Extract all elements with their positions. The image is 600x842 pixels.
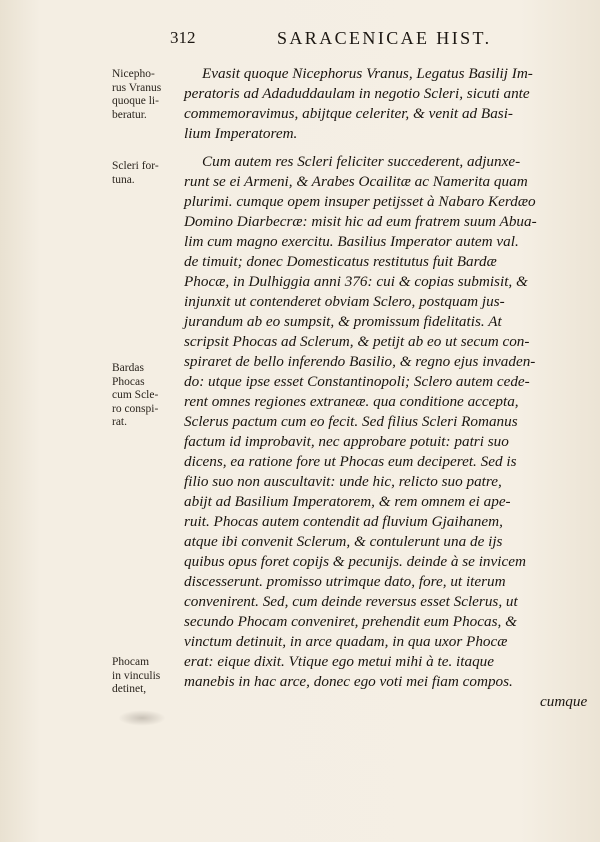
catchword: cumque bbox=[540, 693, 588, 710]
text-line: de timuit; donec Domesticatus restitutus fuit Bardæ bbox=[184, 253, 497, 270]
text-line: Phocæ, in Dulhiggia anni 376: cui & copias submisit, & bbox=[184, 273, 528, 290]
margin-note-line: rus Vranus bbox=[112, 81, 162, 94]
margin-note-line: tuna. bbox=[112, 173, 135, 186]
margin-note-line: cum Scle- bbox=[112, 389, 159, 401]
page-number: 312 bbox=[170, 28, 196, 47]
text-line: scripsit Phocas ad Sclerum, & petijt ab eo ut secum con- bbox=[184, 333, 530, 350]
text-line: ruit. Phocas autem contendit ad fluvium Gjaihanem, bbox=[184, 513, 503, 530]
text-line: jurandum ab eo sumpsit, & promissum fidelitatis. At bbox=[184, 313, 502, 330]
margin-note-bardas-phocas bbox=[112, 362, 182, 430]
text-line: convenirent. Sed, cum deinde reversus esset Sclerus, ut bbox=[184, 593, 518, 610]
text-line: Cum autem res Scleri feliciter succederent, adjunxe- bbox=[202, 153, 521, 170]
ink-smudge bbox=[118, 710, 166, 726]
margin-note-phocam bbox=[112, 656, 182, 697]
margin-note-line: Bardas bbox=[112, 362, 144, 374]
margin-note-line: ro conspi- bbox=[112, 402, 159, 415]
text-line: injunxit ut contenderet obviam Sclero, postquam jus- bbox=[184, 293, 505, 310]
text-line: runt se ei Armeni, & Arabes Ocailitæ ac Namerita quam bbox=[184, 173, 528, 190]
margin-note-line: beratur. bbox=[112, 108, 147, 121]
text-line: manebis in hac arce, donec ego voti mei fiam compos. bbox=[184, 673, 513, 690]
text-line: commemoravimus, abijtque celeriter, & venit ad Basi- bbox=[184, 105, 513, 122]
margin-note-line: Nicepho- bbox=[112, 68, 155, 80]
text-line: quibus opus foret copijs & pecunijs. deinde à se invicem bbox=[184, 553, 526, 570]
margin-note-line: Phocas bbox=[112, 375, 145, 388]
text-line: atque ibi convenit Sclerum, & contulerunt una de ijs bbox=[184, 533, 503, 550]
text-line: rent omnes regiones extraneæ. qua conditione accepta, bbox=[184, 393, 519, 410]
text-line: Sclerus pactum cum eo fecit. Sed filius Scleri Romanus bbox=[184, 413, 518, 430]
text-line: dicens, ea ratione fore ut Phocas eum deciperet. Sed is bbox=[184, 453, 517, 470]
text-line: do: utque ipse esset Constantinopoli; Sclero autem cede- bbox=[184, 373, 530, 390]
text-line: secundo Phocam conveniret, prehendit eum Phocas, & bbox=[184, 613, 517, 630]
text-line: filio suo non auscultavit: unde hic, relicto suo patre, bbox=[184, 473, 502, 490]
margin-note-nicephorus bbox=[112, 68, 182, 122]
text-line: abijt ad Basilium Imperatorem, & rem omnem ei ape- bbox=[184, 493, 511, 510]
text-line: peratoris ad Adaduddaulam in negotio Scleri, sicuti ante bbox=[184, 85, 530, 102]
text-line: vinctum detinuit, in arce quadam, in qua uxor Phocæ bbox=[184, 633, 508, 650]
text-line: lium Imperatorem. bbox=[184, 125, 298, 142]
text-line: plurimi. cumque opem insuper petijsset à Nabaro Kerdæo bbox=[184, 193, 536, 210]
text-line: factum id improbavit, nec approbare potuit: patri suo bbox=[184, 433, 509, 450]
margin-note-line: quoque li- bbox=[112, 95, 159, 107]
margin-note-line: Scleri for- bbox=[112, 160, 159, 172]
margin-note-line: Phocam bbox=[112, 656, 150, 668]
text-line: Evasit quoque Nicephorus Vranus, Legatus Basilij Im- bbox=[202, 65, 533, 82]
text-line: discesserunt. promisso utrimque dato, fore, ut iterum bbox=[184, 573, 506, 590]
page-header bbox=[170, 24, 530, 50]
running-head: SARACENICAE HIST. bbox=[277, 28, 492, 48]
text-line: Domino Diarbecræ: misit hic ad eum fratrem suum Abua- bbox=[184, 213, 537, 230]
margin-note-scleri-fortuna bbox=[112, 160, 182, 187]
margin-note-line: detinet, bbox=[112, 683, 147, 695]
text-line: erat: eique dixit. Vtique ego metui mihi à te. itaque bbox=[184, 653, 495, 670]
margin-note-line: rat. bbox=[112, 416, 128, 428]
margin-note-line: in vinculis bbox=[112, 669, 161, 682]
text-line: spiraret de bello inferendo Basilio, & regno ejus invaden- bbox=[184, 353, 536, 370]
text-line: lim cum magno exercitu. Basilius Imperator autem val. bbox=[184, 233, 519, 250]
